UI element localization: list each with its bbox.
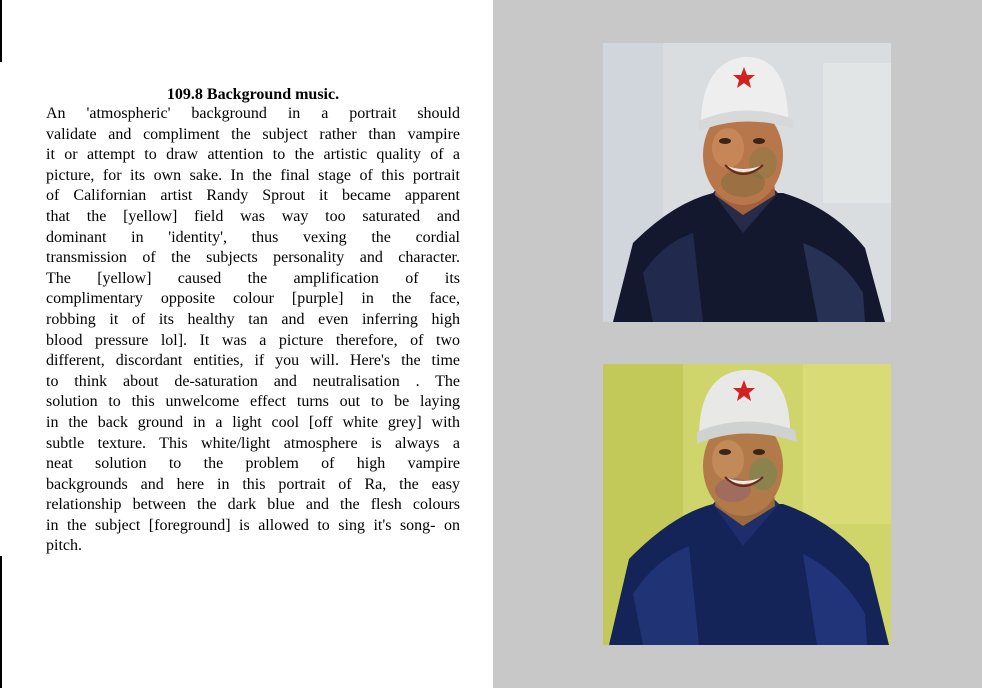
text-line: The [yellow] caused the amplification of its — [46, 269, 460, 287]
text-line: in the subject [foreground] is allowed to sing it's song- on — [46, 516, 460, 534]
text-line: neat solution to the problem of high vampire — [46, 455, 460, 473]
text-line: pitch. — [46, 537, 82, 555]
text-line: of Californian artist Randy Sprout it became apparent — [46, 187, 460, 205]
text-line: to think about de-saturation and neutralisation . The — [46, 372, 460, 390]
article-title: 109.8 Background music. — [166, 86, 340, 103]
portrait-painting-grey-background — [603, 43, 891, 322]
text-line: picture, for its own sake. In the final stage of this portrait — [46, 166, 460, 184]
text-line: subtle texture. This white/light atmosphere is always a — [46, 434, 460, 452]
page-edge-mark — [0, 0, 2, 62]
text-line: dominant in 'identity', thus vexing the cordial — [46, 228, 460, 246]
page-edge-mark — [0, 556, 2, 688]
portrait-painting-yellow-background — [603, 364, 891, 645]
text-line: blood pressure lol]. It was a picture therefore, of two — [46, 331, 460, 349]
text-line: complimentary opposite colour [purple] in the face, — [46, 290, 460, 308]
text-line: validate and compliment the subject rather than vampire — [46, 125, 460, 143]
text-line: different, discordant entities, if you will. Here's the time — [46, 352, 460, 370]
text-line: that the [yellow] field was way too saturated and — [46, 207, 460, 225]
text-line: it or attempt to draw attention to the artistic quality of a — [46, 146, 460, 164]
text-line: in the back ground in a light cool [off white grey] with — [46, 413, 460, 431]
text-line: transmission of the subjects personality and character. — [46, 249, 460, 267]
text-line: robbing it of its healthy tan and even inferring high — [46, 310, 460, 328]
text-line: An 'atmospheric' background in a portrait should — [46, 105, 460, 122]
text-line: relationship between the dark blue and the flesh colours — [46, 496, 460, 514]
text-line: backgrounds and here in this portrait of Ra, the easy — [46, 475, 460, 493]
text-line: solution to this unwelcome effect turns out to be laying — [46, 393, 460, 411]
article-body — [46, 104, 460, 557]
